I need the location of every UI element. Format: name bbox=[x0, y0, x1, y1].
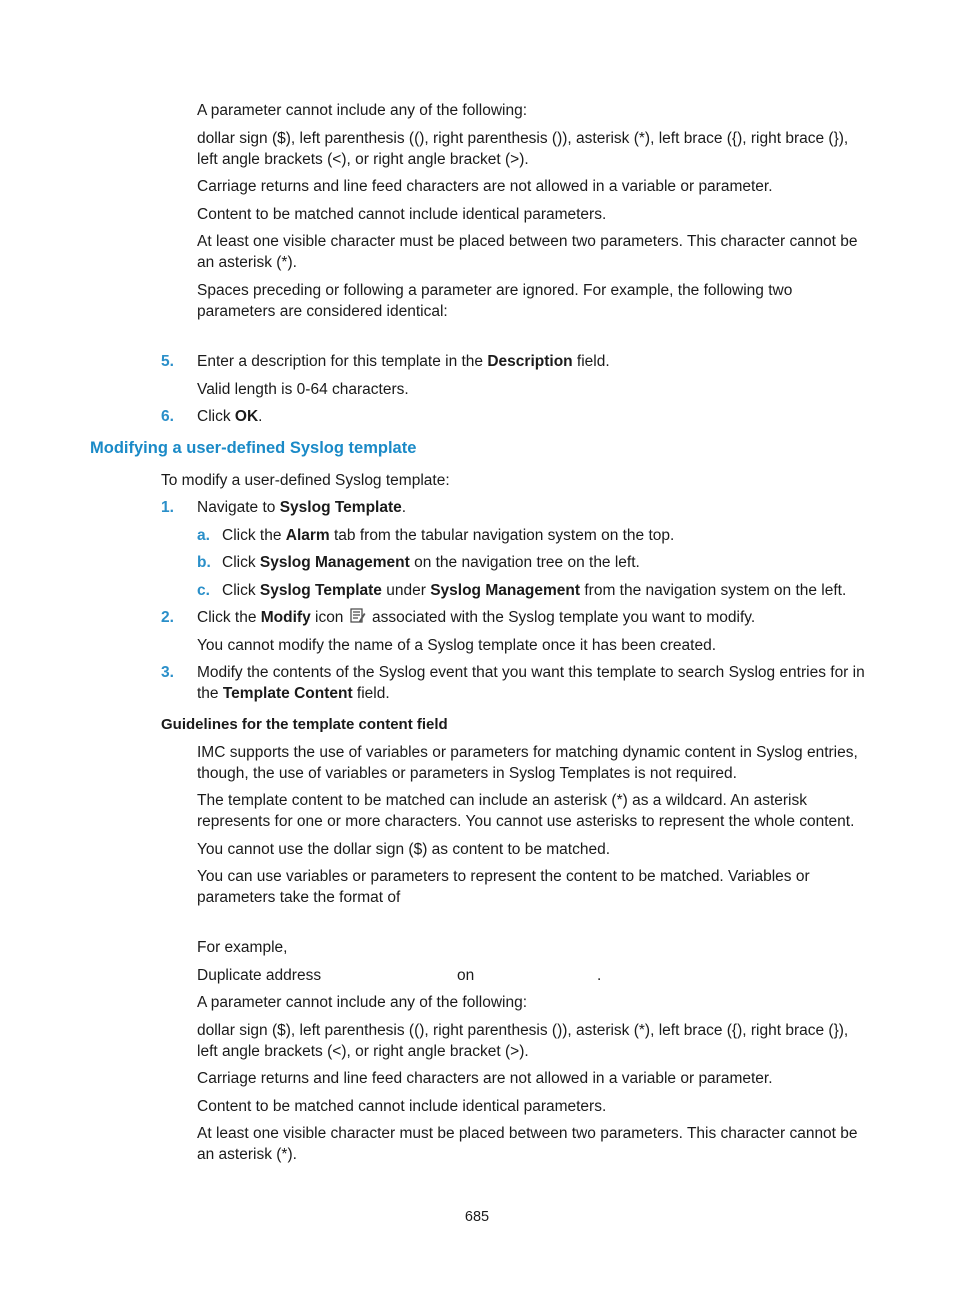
step-2-text: Click the Modify icon associated with the Syslog template you want to modify. bbox=[197, 607, 755, 630]
step-number: 3. bbox=[161, 664, 174, 681]
step-5-text: Enter a description for this template in the Description field. bbox=[197, 353, 610, 370]
example-text-2: on bbox=[457, 967, 475, 984]
paragraph: You cannot use the dollar sign ($) as content to be matched. bbox=[197, 841, 611, 858]
paragraph: You can use variables or parameters to represent the content to be matched. Variables or parameters take the format of bbox=[197, 868, 810, 906]
step-1-text: Navigate to Syslog Template. bbox=[197, 499, 407, 516]
paragraph: Content to be matched cannot include identical parameters. bbox=[197, 206, 607, 223]
paragraph: Spaces preceding or following a parameter are ignored. For example, the following two parameters are considered identical: bbox=[197, 282, 793, 320]
paragraph: IMC supports the use of variables or parameters for matching dynamic content in Syslog entries, though, the use of variables or parameters in Syslog Templates is not required. bbox=[197, 744, 858, 782]
substep-letter: c. bbox=[197, 582, 210, 599]
paragraph: At least one visible character must be placed between two parameters. This character cannot be an asterisk (*). bbox=[197, 1125, 858, 1163]
paragraph: A parameter cannot include any of the following: bbox=[197, 994, 528, 1011]
step-number: 1. bbox=[161, 499, 174, 516]
paragraph: dollar sign ($), left parenthesis ((), right parenthesis ()), asterisk (*), left brace ({), right brace (}), left angle brackets (<), or right angle bracket (>). bbox=[197, 1022, 849, 1060]
paragraph: For example, bbox=[197, 939, 288, 956]
guidelines-heading: Guidelines for the template content field bbox=[161, 716, 448, 733]
example-text-3: . bbox=[597, 967, 602, 984]
step-3-text: Modify the contents of the Syslog event that you want this template to search Syslog entries for in the Template Content field. bbox=[197, 664, 865, 702]
modify-icon bbox=[350, 607, 366, 630]
paragraph: Content to be matched cannot include identical parameters. bbox=[197, 1098, 607, 1115]
paragraph: At least one visible character must be placed between two parameters. This character cannot be an asterisk (*). bbox=[197, 233, 858, 271]
paragraph: Carriage returns and line feed characters are not allowed in a variable or parameter. bbox=[197, 178, 773, 195]
paragraph: The template content to be matched can include an asterisk (*) as a wildcard. An asterisk represents for one or more characters. You cannot use asterisks to represent the whole content. bbox=[197, 792, 855, 830]
step-5-note: Valid length is 0-64 characters. bbox=[197, 381, 409, 398]
step-6-text: Click OK. bbox=[197, 408, 263, 425]
paragraph: Carriage returns and line feed characters are not allowed in a variable or parameter. bbox=[197, 1070, 773, 1087]
substep-letter: b. bbox=[197, 554, 211, 571]
step-number: 2. bbox=[161, 609, 174, 626]
section-heading: Modifying a user-defined Syslog template bbox=[90, 439, 417, 457]
example-text-1: Duplicate address bbox=[197, 967, 322, 984]
substep-a-text: Click the Alarm tab from the tabular navigation system on the top. bbox=[222, 527, 675, 544]
paragraph: A parameter cannot include any of the following: bbox=[197, 102, 528, 119]
step-2-note: You cannot modify the name of a Syslog template once it has been created. bbox=[197, 637, 717, 654]
step-number: 5. bbox=[161, 353, 174, 370]
paragraph: dollar sign ($), left parenthesis ((), right parenthesis ()), asterisk (*), left brace ({), right brace (}), left angle brackets (<), or right angle bracket (>). bbox=[197, 130, 849, 168]
substep-letter: a. bbox=[197, 527, 210, 544]
substep-c-text: Click Syslog Template under Syslog Management from the navigation system on the left. bbox=[222, 582, 847, 599]
page-number: 685 bbox=[464, 1209, 490, 1225]
substep-b-text: Click Syslog Management on the navigation tree on the left. bbox=[222, 554, 640, 571]
step-number: 6. bbox=[161, 408, 174, 425]
section-intro: To modify a user-defined Syslog template: bbox=[161, 472, 450, 489]
